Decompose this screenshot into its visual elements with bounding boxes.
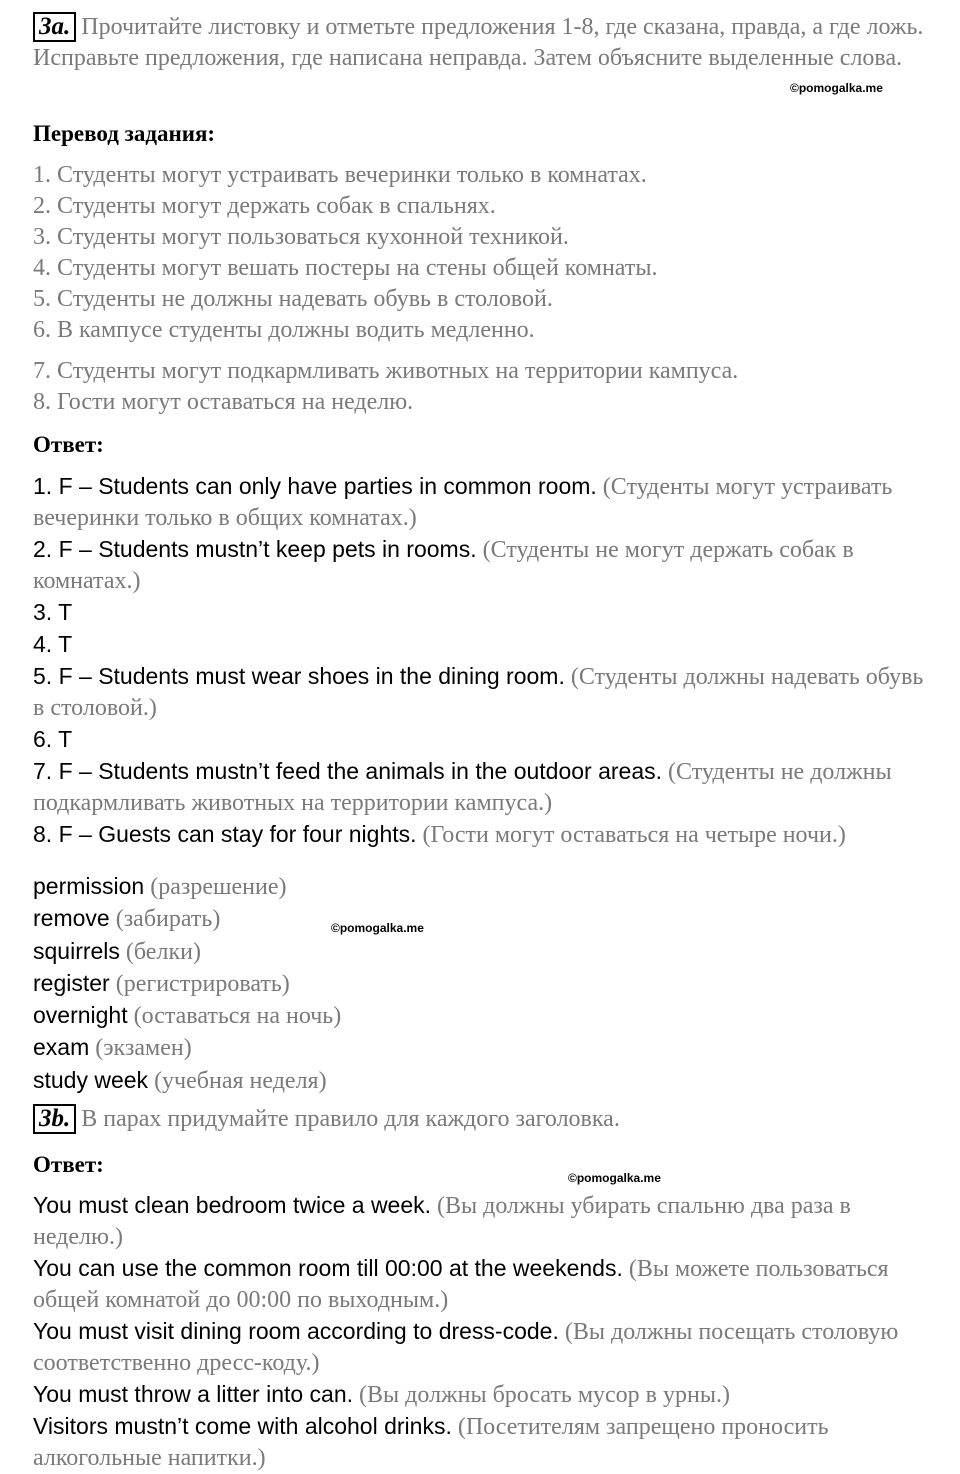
answer-5-ru: (Студенты должны надевать обувь в столовой.) [33,664,924,721]
vocab-term: study week [33,1066,149,1093]
vocab-translation: (оставаться на ночь) [127,1003,342,1030]
answer-3b-en: You must clean bedroom twice a week. [33,1192,432,1218]
translation-item-7: 7. Студенты могут подкармливать животных на территории кампуса. [33,358,739,384]
task-3b [33,1104,620,1135]
task-3b-instruction: В парах придумайте правило для каждого заголовка. [81,1106,620,1132]
vocab-item [33,936,341,968]
answer-5 [33,661,928,724]
answer-2 [33,534,928,597]
answer-1-ru: (Студенты могут устраивать вечеринки только в общих комнатах.) [33,474,893,531]
answer-2-en: 2. F – Students mustn’t keep pets in rooms. [33,536,477,562]
vocab-term: permission [33,873,145,899]
answer-8 [33,819,928,851]
translation-item-5: 5. Студенты не должны надевать обувь в столовой. [33,286,553,312]
translation-item-8: 8. Гости могут оставаться на неделю. [33,389,414,415]
answers-3b-list [33,1190,933,1474]
vocab-item [33,1000,341,1032]
answer-1-en: 1. F – Students can only have parties in common room. [33,473,597,499]
translation-item-6: 6. В кампусе студенты должны водить медленно. [33,317,535,343]
answer-6-en: 6. T [33,726,73,752]
answer-3b-en: You must throw a litter into can. [33,1381,354,1407]
answer-3b-2 [33,1253,933,1316]
answer-3b-en: You can use the common room till 00:00 at the weekends. [33,1255,623,1281]
watermark-1: ©pomogalka.me [790,81,883,95]
task-3a [33,12,928,74]
vocab-term: exam [33,1034,90,1061]
task-3a-number: 3a. [33,12,76,42]
answer-3b-1 [33,1190,933,1253]
answer-3b-ru: (Посетителям запрещено проносить алкогольные напитки.) [33,1414,829,1471]
answer-3b-5 [33,1411,933,1474]
answer-8-ru: (Гости могут оставаться на четыре ночи.) [416,822,846,848]
answer-3b-ru: (Вы должны посещать столовую соответственно дресс-коду.) [33,1319,899,1376]
answers-list [33,471,928,851]
answer-3-en: 3. T [33,599,73,625]
answer-7 [33,756,928,819]
answer-1 [33,471,928,534]
answer-3 [33,597,928,629]
answer-7-ru: (Студенты не должны подкармливать животных на территории кампуса.) [33,759,892,816]
answer-3b-en: Visitors mustn’t come with alcohol drinks. [33,1413,452,1439]
answer-5-en: 5. F – Students must wear shoes in the dining room. [33,663,565,689]
translation-item-1: 1. Студенты могут устраивать вечеринки только в комнатах. [33,162,647,188]
answer-6 [33,724,928,756]
watermark-3: ©pomogalka.me [568,1171,661,1185]
vocab-term: remove [33,905,110,932]
vocab-item [33,871,341,903]
answer-2-ru: (Студенты не могут держать собак в комнатах.) [33,537,854,594]
answer-4-en: 4. T [33,631,73,657]
vocab-item [33,903,341,935]
answer-heading: Ответ: [33,432,104,457]
answer-3b-ru: (Вы должны бросать мусор в урны.) [353,1382,730,1408]
answer-3b-ru: (Вы должны убирать спальню два раза в неделю.) [33,1193,851,1250]
answer-3b-3 [33,1316,933,1379]
answer-3b-en: You must visit dining room according to dress-code. [33,1318,559,1344]
vocab-translation: (разрешение) [144,874,287,900]
answer-4 [33,629,928,661]
answer-heading-2: Ответ: [33,1152,104,1177]
vocab-item [33,968,341,1000]
watermark-2: ©pomogalka.me [331,921,424,935]
task-3b-number: 3b. [33,1104,76,1134]
translation-heading: Перевод задания: [33,121,216,146]
vocabulary-list [33,871,341,1097]
answer-8-en: 8. F – Guests can stay for four nights. [33,821,417,847]
vocab-translation: (забирать) [109,906,221,933]
vocab-term: register [33,969,110,996]
translation-item-2: 2. Студенты могут держать собак в спальнях. [33,193,496,219]
vocab-item [33,1065,341,1097]
vocab-translation: (регистрировать) [109,970,290,997]
translation-item-4: 4. Студенты могут вешать постеры на стены общей комнаты. [33,255,658,281]
task-3a-instruction: Прочитайте листовку и отметьте предложения 1-8, где сказана, правда, а где ложь. Исправьте предложения, где написана неправда. Затем объясните выделенные слова. [33,14,924,71]
vocab-term: overnight [33,1002,128,1029]
translation-list [33,160,738,418]
vocab-translation: (учебная неделя) [148,1067,327,1094]
answer-3b-ru: (Вы можете пользоваться общей комнатой до 00:00 по выходным.) [33,1256,889,1313]
vocab-translation: (белки) [119,938,201,965]
vocab-term: squirrels [33,937,120,964]
vocab-item [33,1032,341,1064]
vocab-translation: (экзамен) [89,1035,192,1062]
answer-3b-4 [33,1379,933,1411]
answer-7-en: 7. F – Students mustn’t feed the animals in the outdoor areas. [33,758,663,784]
translation-item-3: 3. Студенты могут пользоваться кухонной техникой. [33,224,569,250]
